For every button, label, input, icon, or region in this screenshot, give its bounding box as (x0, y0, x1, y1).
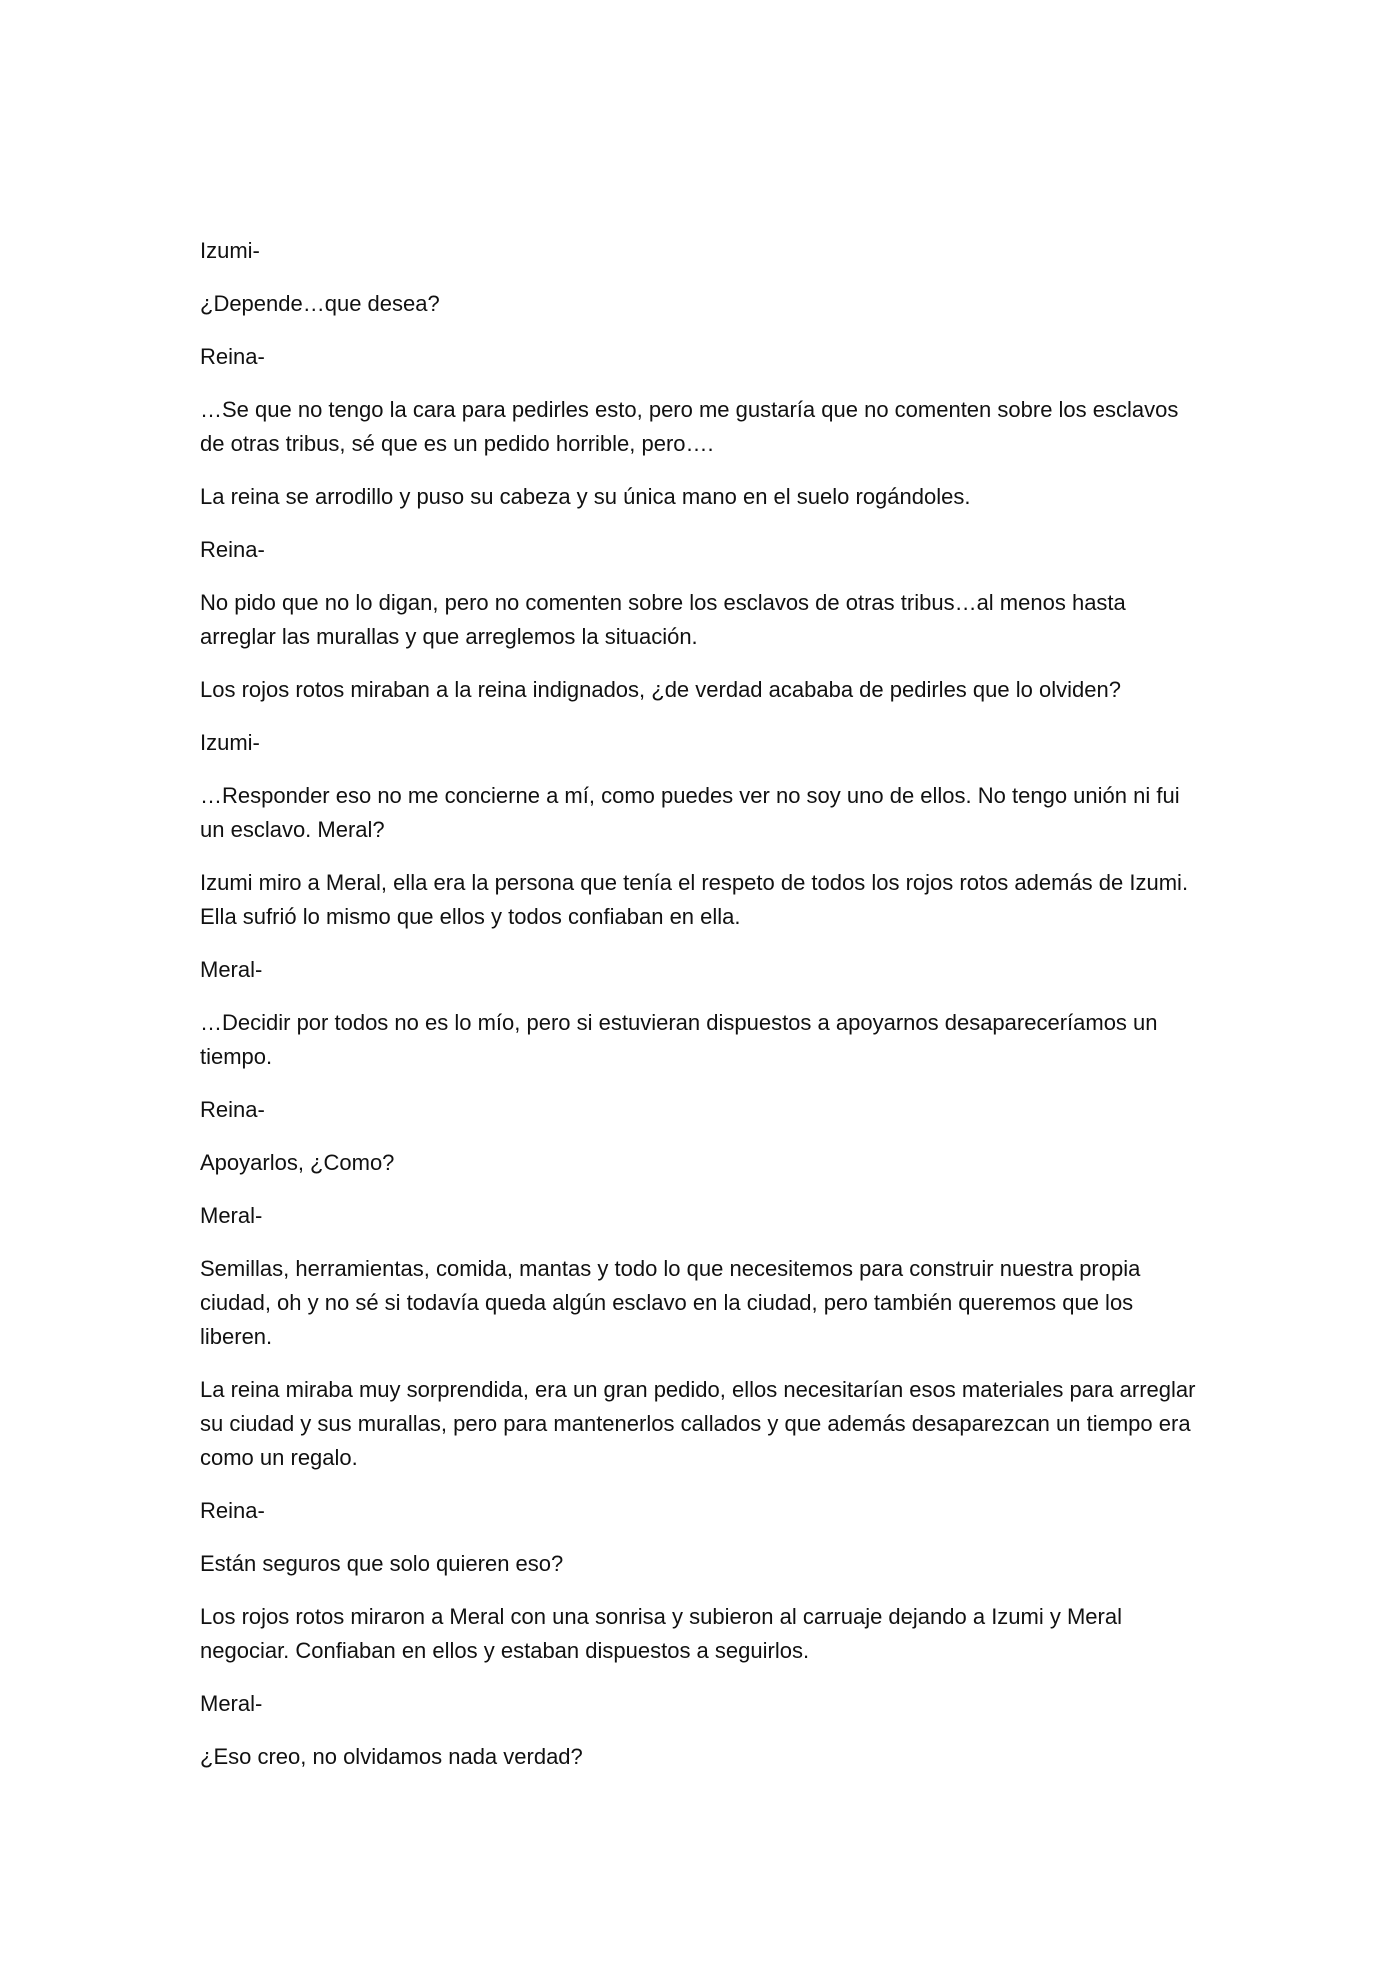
dialogue-line: Están seguros que solo quieren eso? (200, 1551, 564, 1576)
speaker-label: Izumi- (200, 730, 260, 755)
speaker-label: Meral- (200, 1203, 263, 1228)
dialogue-line: No pido que no lo digan, pero no comenten sobre los esclavos de otras tribus…al menos hasta arreglar las murallas y que arreglemos la situación. (200, 590, 1126, 649)
narration-paragraph: La reina se arrodillo y puso su cabeza y su única mano en el suelo rogándoles. (200, 484, 971, 509)
dialogue-line: Semillas, herramientas, comida, mantas y todo lo que necesitemos para construir nuestra propia ciudad, oh y no sé si todavía queda algún esclavo en la ciudad, pero también queremos que los liberen. (200, 1256, 1141, 1349)
dialogue-line: Apoyarlos, ¿Como? (200, 1150, 395, 1175)
narration-paragraph: Izumi miro a Meral, ella era la persona que tenía el respeto de todos los rojos rotos además de Izumi. Ella sufrió lo mismo que ellos y todos confiaban en ella. (200, 870, 1189, 929)
dialogue-line: ¿Eso creo, no olvidamos nada verdad? (200, 1744, 583, 1769)
narration-paragraph: Los rojos rotos miraron a Meral con una sonrisa y subieron al carruaje dejando a Izumi y Meral negociar. Confiaban en ellos y estaban dispuestos a seguirlos. (200, 1604, 1122, 1663)
dialogue-line: …Decidir por todos no es lo mío, pero si estuvieran dispuestos a apoyarnos desapareceríamos un tiempo. (200, 1010, 1158, 1069)
dialogue-line: …Responder eso no me concierne a mí, como puedes ver no soy uno de ellos. No tengo unión ni fui un esclavo. Meral? (200, 783, 1180, 842)
speaker-label: Reina- (200, 1097, 265, 1122)
dialogue-line: …Se que no tengo la cara para pedirles esto, pero me gustaría que no comenten sobre los esclavos de otras tribus, sé que es un pedido horrible, pero…. (200, 397, 1179, 456)
dialogue-line: ¿Depende…que desea? (200, 291, 440, 316)
speaker-label: Izumi- (200, 238, 260, 263)
narration-paragraph: La reina miraba muy sorprendida, era un gran pedido, ellos necesitarían esos materiales para arreglar su ciudad y sus murallas, pero para mantenerlos callados y que además desaparezcan un tiempo era como un regalo. (200, 1377, 1196, 1470)
document-body (200, 234, 1200, 1793)
narration-paragraph: Los rojos rotos miraban a la reina indignados, ¿de verdad acababa de pedirles que lo olviden? (200, 677, 1121, 702)
speaker-label: Meral- (200, 957, 263, 982)
speaker-label: Reina- (200, 1498, 265, 1523)
speaker-label: Reina- (200, 537, 265, 562)
speaker-label: Reina- (200, 344, 265, 369)
speaker-label: Meral- (200, 1691, 263, 1716)
